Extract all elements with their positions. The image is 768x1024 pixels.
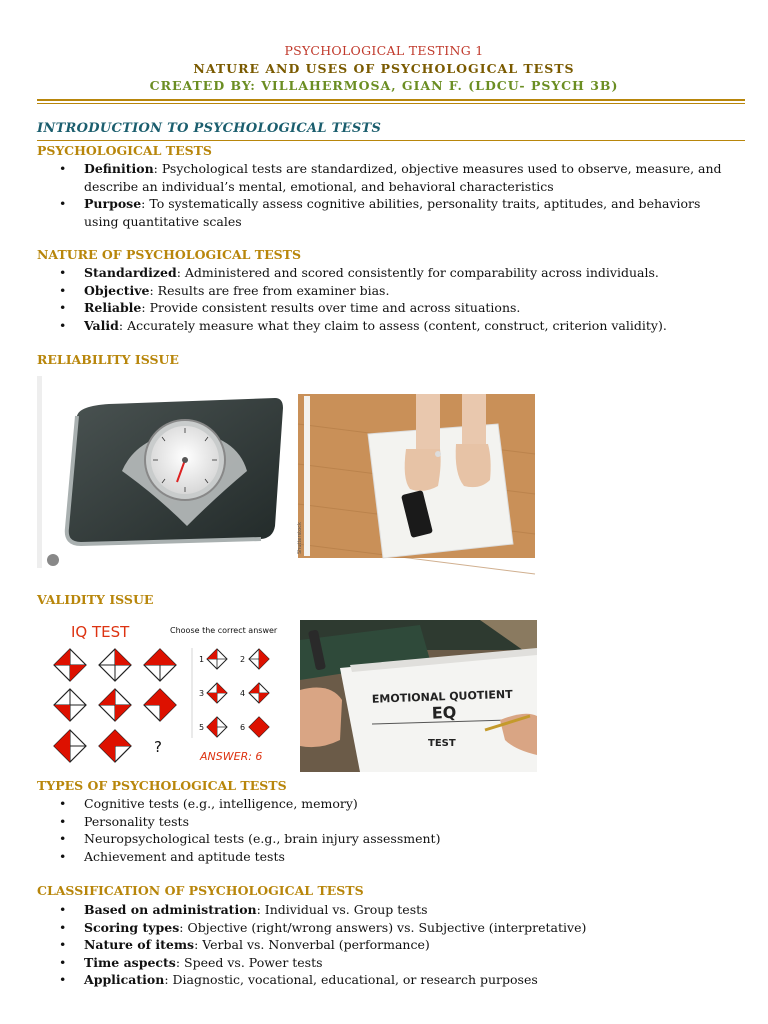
nature-list (37, 264, 737, 334)
svg-text:6: 6 (240, 723, 246, 732)
list-item: • Neuropsychological tests (e.g., brain injury assessment) (37, 830, 737, 848)
svg-text:Shutterstock: Shutterstock (297, 522, 303, 554)
svg-text:2: 2 (240, 655, 246, 664)
bathroom-scale-image (37, 376, 287, 568)
validity-heading: VALIDITY ISSUE (37, 592, 154, 607)
svg-text:TEST: TEST (428, 738, 456, 749)
svg-text:IQ TEST: IQ TEST (71, 623, 130, 641)
svg-text:?: ? (154, 738, 162, 756)
psych-tests-heading: PSYCHOLOGICAL TESTS (37, 143, 212, 158)
classification-heading: CLASSIFICATION OF PSYCHOLOGICAL TESTS (37, 883, 364, 898)
list-item: • Reliable: Provide consistent results over time and across situations. (37, 299, 737, 317)
svg-text:3: 3 (199, 689, 205, 698)
classification-list (37, 901, 737, 989)
list-item: • Personality tests (37, 813, 737, 831)
svg-text:5: 5 (199, 723, 205, 732)
nature-heading: NATURE OF PSYCHOLOGICAL TESTS (37, 247, 301, 262)
feet-on-scale-photo (298, 394, 535, 558)
list-item: • Definition: Psychological tests are standardized, objective measures used to observe, measure, and describe an individual’s mental, emotional, and behavioral characteristics (37, 160, 737, 195)
svg-text:EMOTIONAL QUOTIENT: EMOTIONAL QUOTIENT (371, 687, 513, 706)
header-rule-top (37, 99, 745, 101)
list-item: • Application: Diagnostic, vocational, educational, or research purposes (37, 971, 737, 989)
header-rule-bottom (37, 103, 745, 104)
list-item: • Based on administration: Individual vs. Group tests (37, 901, 737, 919)
svg-text:ANSWER: 6: ANSWER: 6 (200, 750, 263, 763)
list-item: • Valid: Accurately measure what they claim to assess (content, construct, criterion validity). (37, 317, 737, 335)
list-item: • Time aspects: Speed vs. Power tests (37, 954, 737, 972)
reliability-heading: RELIABILITY ISSUE (37, 352, 179, 367)
list-item: • Cognitive tests (e.g., intelligence, memory) (37, 795, 737, 813)
intro-rule (37, 140, 745, 141)
types-list (37, 795, 737, 865)
list-item: • Nature of items: Verbal vs. Nonverbal (performance) (37, 936, 737, 954)
course-title: PSYCHOLOGICAL TESTING 1 (284, 43, 484, 58)
list-item: • Purpose: To systematically assess cognitive abilities, personality traits, aptitudes, and behaviors using quantitative scales (37, 195, 737, 230)
types-heading: TYPES OF PSYCHOLOGICAL TESTS (37, 778, 287, 793)
intro-heading: INTRODUCTION TO PSYCHOLOGICAL TESTS (37, 121, 382, 136)
eq-test-photo (300, 620, 537, 772)
svg-text:1: 1 (199, 655, 205, 664)
topic-title: NATURE AND USES OF PSYCHOLOGICAL TESTS (193, 61, 575, 76)
iq-test-puzzle-image (37, 618, 287, 770)
list-item: • Scoring types: Objective (right/wrong answers) vs. Subjective (interpretative) (37, 919, 737, 937)
list-item: • Achievement and aptitude tests (37, 848, 737, 866)
svg-text:EQ: EQ (431, 702, 457, 723)
author-line: CREATED BY: VILLAHERMOSA, GIAN F. (LDCU- PSYCH 3B) (149, 78, 619, 93)
list-item: • Standardized: Administered and scored consistently for comparability across individuals. (37, 264, 737, 282)
list-item: • Objective: Results are free from examiner bias. (37, 282, 737, 300)
psych-tests-list (37, 160, 737, 230)
svg-text:4: 4 (240, 689, 246, 698)
svg-text:Choose the correct answer: Choose the correct answer (170, 626, 278, 635)
